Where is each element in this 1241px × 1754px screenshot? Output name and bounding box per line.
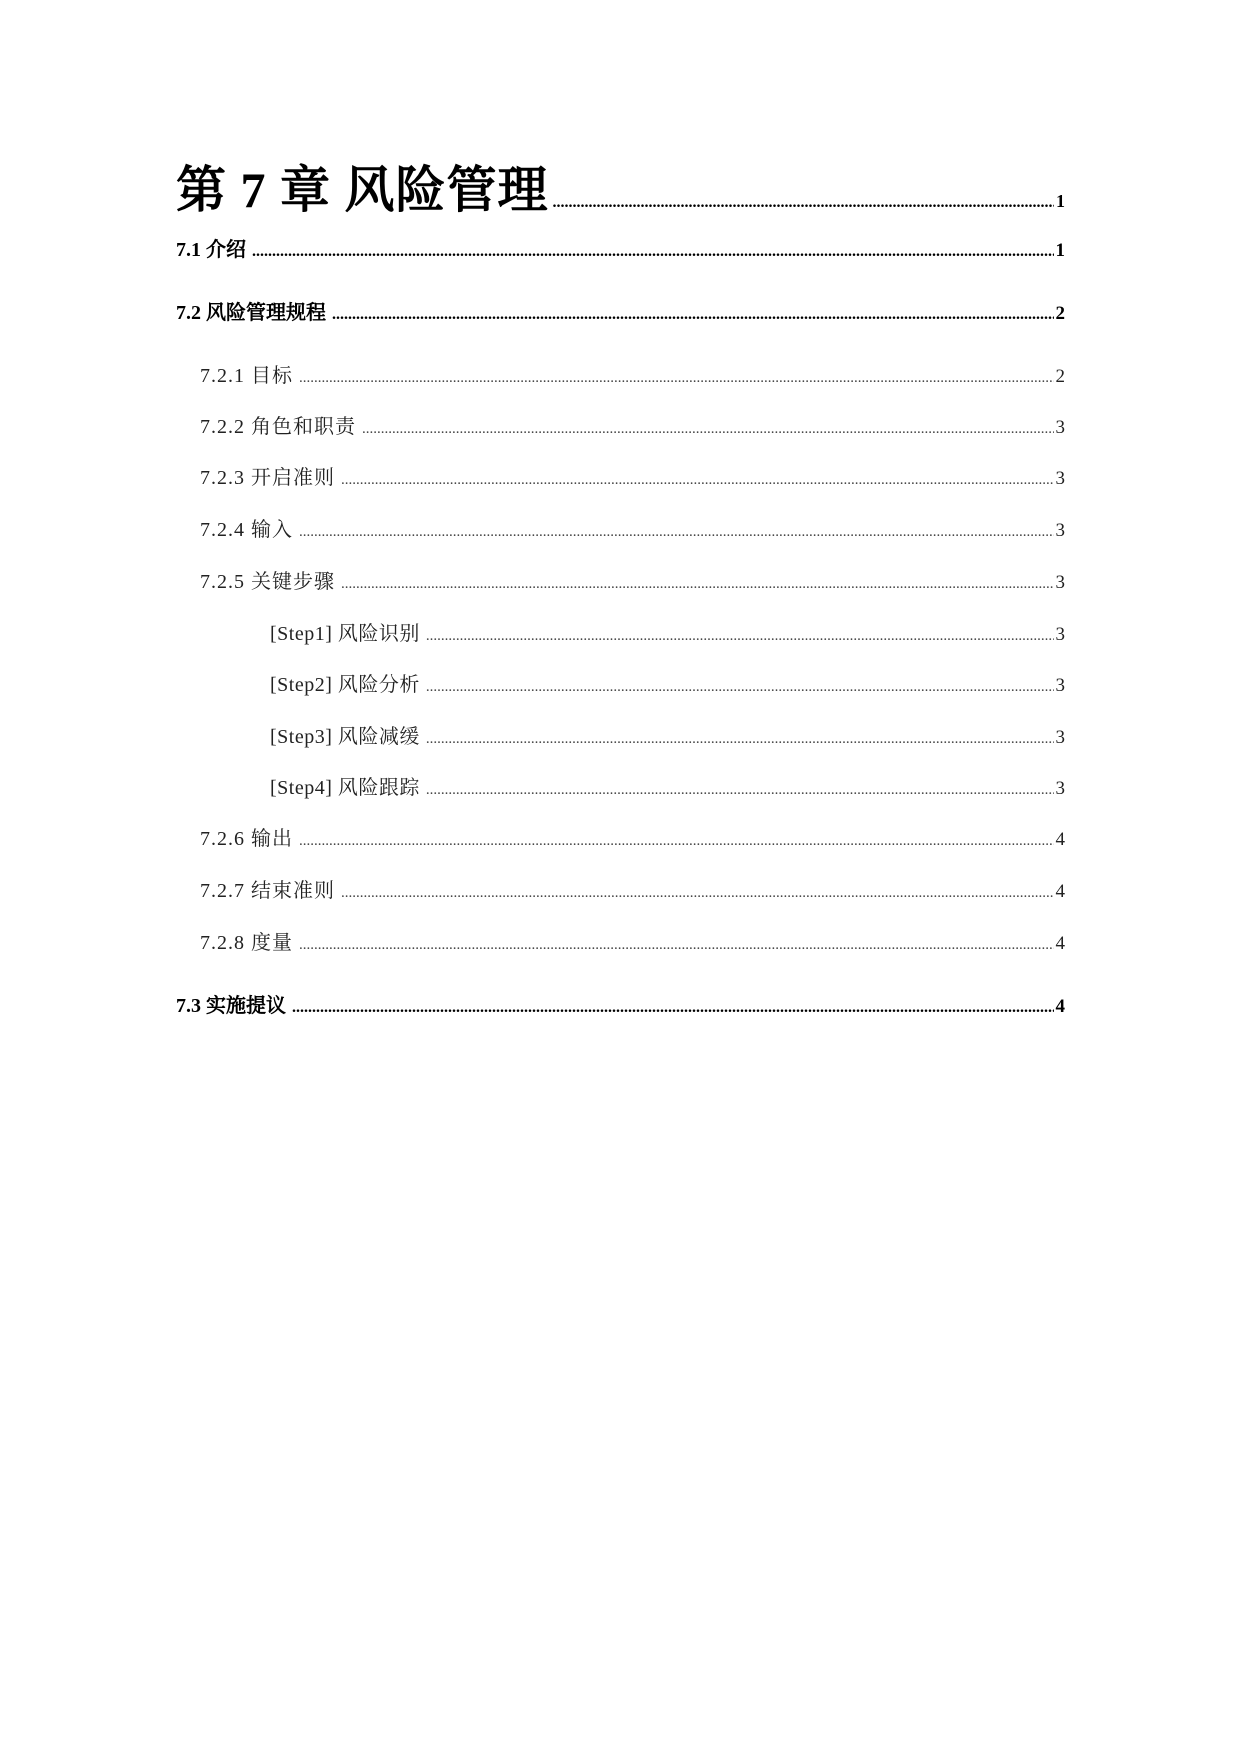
toc-entry-label: 7.2.4 输入 — [200, 519, 293, 541]
toc-page-number: 2 — [1055, 303, 1065, 324]
toc-entry-label: 第 7 章 风险管理 — [176, 162, 549, 218]
toc-page-number: 3 — [1055, 624, 1065, 645]
toc-section-7-2-3[interactable] — [200, 461, 1065, 490]
toc-page-number: 1 — [1055, 240, 1065, 261]
toc-dot-leader — [299, 370, 1054, 387]
toc-entry-label: 7.2.3 开启准则 — [200, 467, 335, 489]
toc-entry-label: 7.2.8 度量 — [200, 932, 293, 954]
toc-dot-leader — [426, 731, 1054, 748]
toc-page-number: 3 — [1055, 572, 1065, 593]
toc-page-number: 4 — [1055, 996, 1065, 1017]
toc-section-7-2-8[interactable] — [200, 926, 1065, 955]
toc-dot-leader — [299, 524, 1054, 541]
toc-section-7-2-7[interactable] — [200, 874, 1065, 903]
toc-entry-label: 7.3 实施提议 — [176, 995, 286, 1017]
toc-section-7-3[interactable] — [176, 989, 1065, 1018]
toc-entry-label: [Step1] 风险识别 — [270, 623, 420, 645]
toc-chapter-7[interactable] — [176, 150, 1065, 222]
toc-entry-label: 7.2.1 目标 — [200, 365, 293, 387]
toc-entry-label: 7.2.2 角色和职责 — [200, 416, 356, 438]
toc-page-number: 3 — [1055, 520, 1065, 541]
toc-section-7-2-5[interactable] — [200, 565, 1065, 594]
toc-page-number: 1 — [1056, 191, 1065, 211]
toc-page-number: 4 — [1055, 881, 1065, 902]
toc-dot-leader — [292, 999, 1054, 1017]
toc-section-7-1[interactable] — [176, 233, 1065, 262]
toc-dot-leader — [341, 885, 1054, 902]
toc-page-number: 2 — [1055, 366, 1065, 387]
toc-section-7-2-2[interactable] — [200, 410, 1065, 439]
toc-entry-label: [Step3] 风险减缓 — [270, 726, 420, 748]
toc-step-4[interactable] — [270, 771, 1065, 800]
toc-dot-leader — [299, 833, 1054, 850]
toc-entry-label: 7.1 介绍 — [176, 239, 246, 261]
toc-dot-leader — [299, 937, 1054, 954]
toc-entry-label: [Step4] 风险跟踪 — [270, 777, 420, 799]
toc-page-number: 3 — [1055, 727, 1065, 748]
toc-dot-leader — [553, 194, 1055, 212]
toc-page-number: 3 — [1055, 417, 1065, 438]
toc-dot-leader — [426, 782, 1054, 799]
toc-page-number: 3 — [1055, 675, 1065, 696]
toc-dot-leader — [252, 243, 1054, 261]
toc-dot-leader — [426, 679, 1054, 696]
toc-page-number: 3 — [1055, 778, 1065, 799]
toc-step-2[interactable] — [270, 668, 1065, 697]
toc-dot-leader — [332, 306, 1054, 324]
toc-page-number: 4 — [1055, 829, 1065, 850]
toc-entry-label: [Step2] 风险分析 — [270, 674, 420, 696]
toc-page-number: 4 — [1055, 933, 1065, 954]
toc-dot-leader — [362, 421, 1054, 438]
toc-section-7-2-6[interactable] — [200, 822, 1065, 851]
toc-entry-label: 7.2.6 输出 — [200, 828, 293, 850]
toc-section-7-2-4[interactable] — [200, 513, 1065, 542]
toc-page-number: 3 — [1055, 468, 1065, 489]
toc-step-1[interactable] — [270, 617, 1065, 646]
toc-entry-label: 7.2.7 结束准则 — [200, 880, 335, 902]
toc-dot-leader — [341, 576, 1054, 593]
toc-dot-leader — [426, 628, 1054, 645]
toc-step-3[interactable] — [270, 720, 1065, 749]
toc-entry-label: 7.2 风险管理规程 — [176, 302, 326, 324]
toc-dot-leader — [341, 472, 1054, 489]
toc-section-7-2-1[interactable] — [200, 359, 1065, 388]
toc-section-7-2[interactable] — [176, 296, 1065, 325]
toc-entry-label: 7.2.5 关键步骤 — [200, 571, 335, 593]
